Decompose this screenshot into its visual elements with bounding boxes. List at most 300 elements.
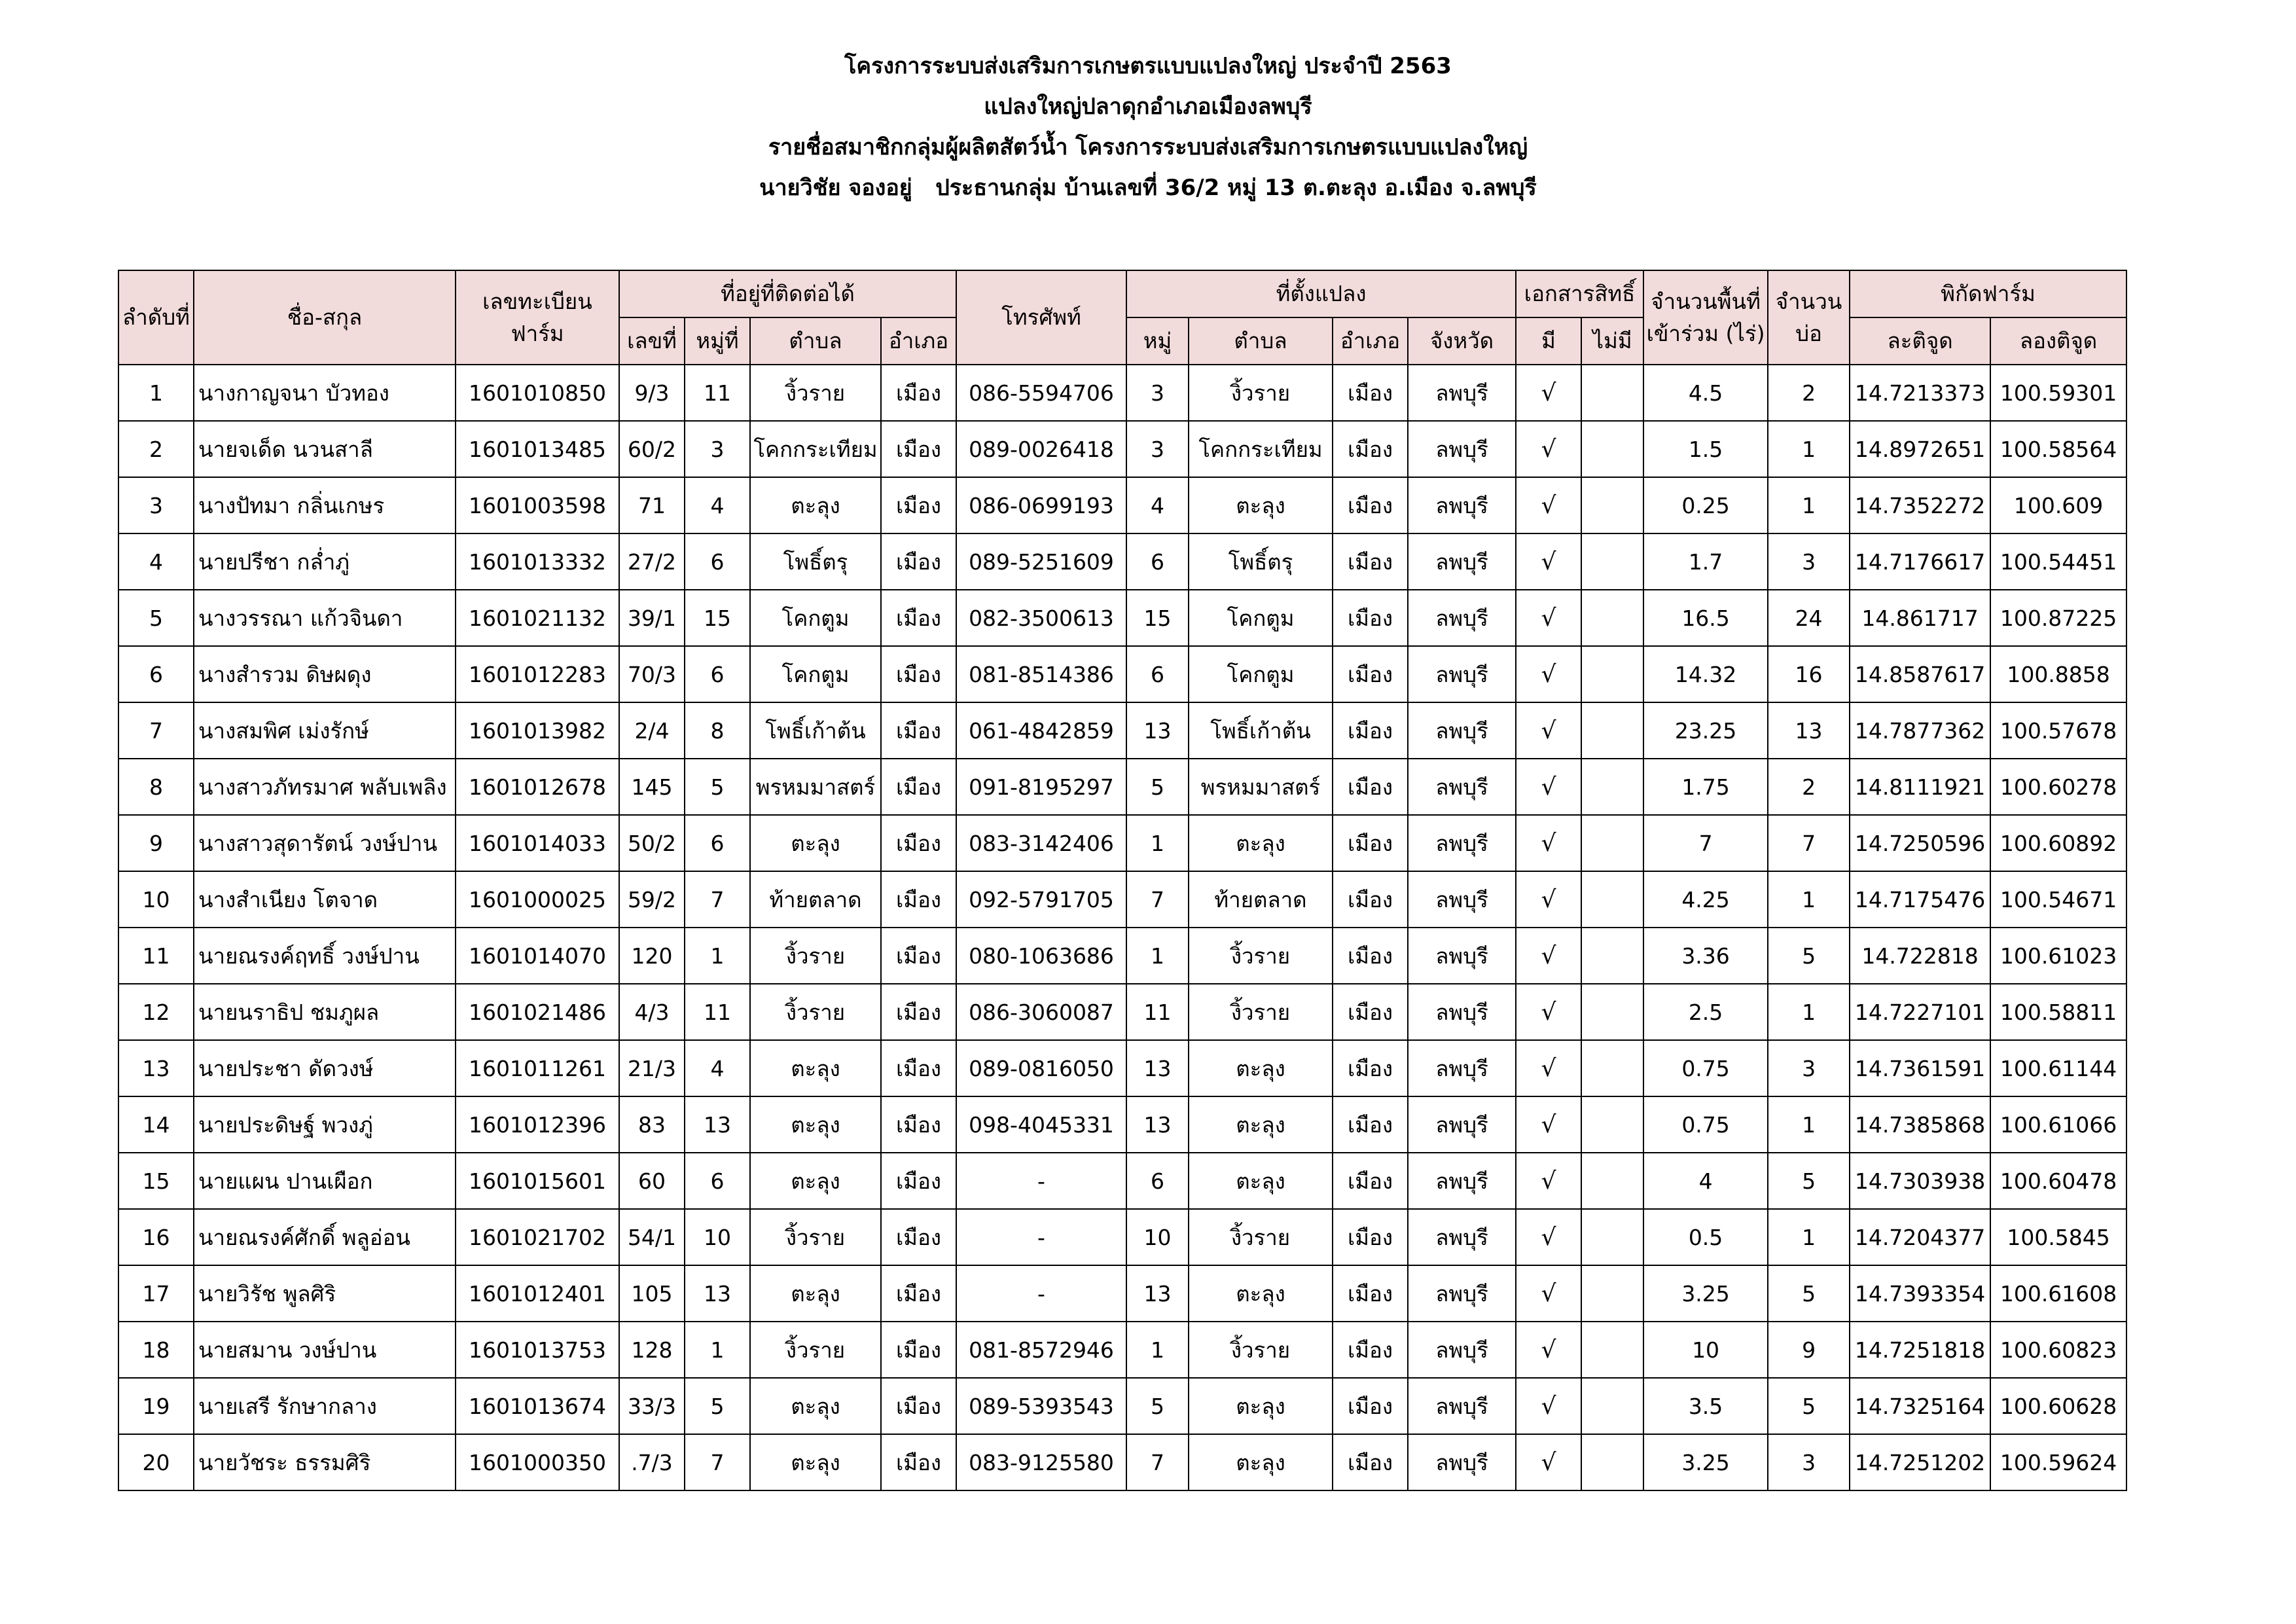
cell-area: 23.25 — [1643, 702, 1768, 759]
cell-longitude: 100.60478 — [1990, 1153, 2126, 1209]
cell-plot-province: ลพบุรี — [1408, 1434, 1516, 1490]
cell-doc-yes: √ — [1516, 1209, 1581, 1265]
cell-amphoe: เมือง — [881, 646, 956, 702]
cell-plot-moo: 3 — [1126, 365, 1189, 421]
cell-doc-yes: √ — [1516, 590, 1581, 646]
cell-farm-reg: 1601003598 — [456, 477, 619, 533]
cell-plot-amphoe: เมือง — [1333, 1434, 1408, 1490]
cell-tambon: ตะลุง — [750, 1040, 881, 1096]
cell-phone: 086-5594706 — [956, 365, 1126, 421]
cell-moo: 5 — [685, 1378, 750, 1434]
title-line-2: แปลงใหญ่ปลาดุกอำเภอเมืองลพบุรี — [984, 94, 1312, 120]
cell-farm-reg: 1601013753 — [456, 1322, 619, 1378]
cell-moo: 13 — [685, 1265, 750, 1322]
cell-no: 14 — [118, 1096, 194, 1153]
cell-longitude: 100.59301 — [1990, 365, 2126, 421]
cell-farm-reg: 1601021132 — [456, 590, 619, 646]
cell-plot-amphoe: เมือง — [1333, 365, 1408, 421]
cell-plot-moo: 15 — [1126, 590, 1189, 646]
cell-plot-tambon: ตะลุง — [1189, 477, 1333, 533]
cell-longitude: 100.87225 — [1990, 590, 2126, 646]
cell-longitude: 100.57678 — [1990, 702, 2126, 759]
cell-tambon: ตะลุง — [750, 1265, 881, 1322]
cell-tambon: ตะลุง — [750, 1096, 881, 1153]
table-row — [118, 1378, 2126, 1434]
cell-phone: - — [956, 1209, 1126, 1265]
cell-phone: - — [956, 1153, 1126, 1209]
cell-doc-yes: √ — [1516, 1378, 1581, 1434]
cell-house-no: 27/2 — [619, 533, 685, 590]
cell-phone: 098-4045331 — [956, 1096, 1126, 1153]
cell-plot-province: ลพบุรี — [1408, 928, 1516, 984]
cell-amphoe: เมือง — [881, 533, 956, 590]
cell-plot-province: ลพบุรี — [1408, 1209, 1516, 1265]
cell-doc-no — [1581, 1096, 1643, 1153]
cell-plot-moo: 5 — [1126, 1378, 1189, 1434]
document-titles — [0, 46, 2296, 208]
cell-amphoe: เมือง — [881, 871, 956, 928]
cell-doc-no — [1581, 928, 1643, 984]
cell-house-no: 145 — [619, 759, 685, 815]
cell-moo: 6 — [685, 815, 750, 871]
cell-moo: 15 — [685, 590, 750, 646]
cell-phone: 089-5393543 — [956, 1378, 1126, 1434]
cell-phone: 086-3060087 — [956, 984, 1126, 1040]
cell-phone: 080-1063686 — [956, 928, 1126, 984]
cell-longitude: 100.58564 — [1990, 421, 2126, 477]
cell-moo: 10 — [685, 1209, 750, 1265]
cell-tambon: ตะลุง — [750, 815, 881, 871]
cell-area: 0.75 — [1643, 1040, 1768, 1096]
cell-area: 1.7 — [1643, 533, 1768, 590]
header-longitude: ลองติจูด — [1990, 317, 2126, 365]
cell-phone: 089-5251609 — [956, 533, 1126, 590]
cell-plot-province: ลพบุรี — [1408, 984, 1516, 1040]
cell-plot-moo: 1 — [1126, 815, 1189, 871]
cell-tambon: โพธิ์เก้าต้น — [750, 702, 881, 759]
cell-house-no: .7/3 — [619, 1434, 685, 1490]
cell-doc-yes: √ — [1516, 1096, 1581, 1153]
cell-moo: 5 — [685, 759, 750, 815]
cell-plot-province: ลพบุรี — [1408, 646, 1516, 702]
cell-doc-no — [1581, 533, 1643, 590]
cell-no: 8 — [118, 759, 194, 815]
cell-doc-no — [1581, 421, 1643, 477]
cell-doc-yes: √ — [1516, 1040, 1581, 1096]
title-line-3: รายชื่อสมาชิกกลุ่มผู้ผลิตสัตว์น้ำ โครงการระบบส่งเสริมการเกษตรแบบแปลงใหญ่ — [768, 134, 1528, 160]
cell-ponds: 9 — [1768, 1322, 1850, 1378]
cell-plot-moo: 13 — [1126, 702, 1189, 759]
cell-latitude: 14.7251818 — [1850, 1322, 1990, 1378]
table-row — [118, 1153, 2126, 1209]
cell-plot-province: ลพบุรี — [1408, 477, 1516, 533]
table-row — [118, 533, 2126, 590]
table-row — [118, 1096, 2126, 1153]
cell-plot-moo: 4 — [1126, 477, 1189, 533]
title-line-1: โครงการระบบส่งเสริมการเกษตรแบบแปลงใหญ่ ประจำปี 2563 — [844, 53, 1452, 79]
cell-house-no: 70/3 — [619, 646, 685, 702]
cell-ponds: 16 — [1768, 646, 1850, 702]
cell-plot-moo: 6 — [1126, 646, 1189, 702]
cell-latitude: 14.722818 — [1850, 928, 1990, 984]
cell-ponds: 1 — [1768, 421, 1850, 477]
cell-plot-amphoe: เมือง — [1333, 533, 1408, 590]
cell-tambon: งิ้วราย — [750, 365, 881, 421]
cell-farm-reg: 1601012283 — [456, 646, 619, 702]
cell-plot-amphoe: เมือง — [1333, 1322, 1408, 1378]
cell-house-no: 21/3 — [619, 1040, 685, 1096]
cell-house-no: 54/1 — [619, 1209, 685, 1265]
cell-name: นายประชา ดัดวงษ์ — [194, 1040, 456, 1096]
cell-tambon: โคกตูม — [750, 590, 881, 646]
cell-ponds: 24 — [1768, 590, 1850, 646]
cell-farm-reg: 1601013332 — [456, 533, 619, 590]
cell-area: 16.5 — [1643, 590, 1768, 646]
cell-doc-no — [1581, 984, 1643, 1040]
cell-house-no: 9/3 — [619, 365, 685, 421]
cell-plot-moo: 13 — [1126, 1096, 1189, 1153]
cell-doc-yes: √ — [1516, 759, 1581, 815]
table-row — [118, 1209, 2126, 1265]
cell-house-no: 39/1 — [619, 590, 685, 646]
cell-plot-province: ลพบุรี — [1408, 533, 1516, 590]
cell-plot-moo: 6 — [1126, 1153, 1189, 1209]
cell-moo: 7 — [685, 1434, 750, 1490]
table-row — [118, 815, 2126, 871]
cell-latitude: 14.7325164 — [1850, 1378, 1990, 1434]
cell-doc-yes: √ — [1516, 1153, 1581, 1209]
cell-plot-moo: 13 — [1126, 1040, 1189, 1096]
header-plot-province: จังหวัด — [1408, 317, 1516, 365]
cell-tambon: งิ้วราย — [750, 1322, 881, 1378]
cell-longitude: 100.60892 — [1990, 815, 2126, 871]
cell-name: นายแผน ปานเผือก — [194, 1153, 456, 1209]
cell-farm-reg: 1601014033 — [456, 815, 619, 871]
cell-amphoe: เมือง — [881, 1265, 956, 1322]
header-farm-reg: เลขทะเบียนฟาร์ม — [456, 270, 619, 365]
cell-amphoe: เมือง — [881, 365, 956, 421]
cell-phone: 083-3142406 — [956, 815, 1126, 871]
cell-plot-amphoe: เมือง — [1333, 984, 1408, 1040]
cell-name: นายณรงค์ฤทธิ์ วงษ์ปาน — [194, 928, 456, 984]
cell-amphoe: เมือง — [881, 1096, 956, 1153]
cell-farm-reg: 1601012401 — [456, 1265, 619, 1322]
cell-ponds: 2 — [1768, 365, 1850, 421]
cell-ponds: 1 — [1768, 1209, 1850, 1265]
header-amphoe: อำเภอ — [881, 317, 956, 365]
cell-plot-amphoe: เมือง — [1333, 477, 1408, 533]
cell-no: 18 — [118, 1322, 194, 1378]
cell-area: 4.5 — [1643, 365, 1768, 421]
cell-ponds: 3 — [1768, 533, 1850, 590]
cell-house-no: 120 — [619, 928, 685, 984]
cell-latitude: 14.7175476 — [1850, 871, 1990, 928]
cell-phone: 081-8514386 — [956, 646, 1126, 702]
header-moo: หมู่ที่ — [685, 317, 750, 365]
cell-phone: 083-9125580 — [956, 1434, 1126, 1490]
cell-no: 2 — [118, 421, 194, 477]
cell-ponds: 5 — [1768, 1265, 1850, 1322]
table-row — [118, 1040, 2126, 1096]
cell-doc-yes: √ — [1516, 533, 1581, 590]
cell-plot-amphoe: เมือง — [1333, 1378, 1408, 1434]
cell-tambon: งิ้วราย — [750, 1209, 881, 1265]
cell-latitude: 14.8111921 — [1850, 759, 1990, 815]
cell-no: 15 — [118, 1153, 194, 1209]
table-row — [118, 365, 2126, 421]
cell-doc-no — [1581, 871, 1643, 928]
cell-name: นางกาญจนา บัวทอง — [194, 365, 456, 421]
table-row — [118, 871, 2126, 928]
cell-area: 0.25 — [1643, 477, 1768, 533]
cell-amphoe: เมือง — [881, 1153, 956, 1209]
cell-latitude: 14.861717 — [1850, 590, 1990, 646]
cell-doc-yes: √ — [1516, 702, 1581, 759]
cell-doc-yes: √ — [1516, 646, 1581, 702]
cell-doc-yes: √ — [1516, 1265, 1581, 1322]
table-row — [118, 421, 2126, 477]
table-row — [118, 1265, 2126, 1322]
cell-moo: 7 — [685, 871, 750, 928]
cell-plot-amphoe: เมือง — [1333, 928, 1408, 984]
cell-latitude: 14.8972651 — [1850, 421, 1990, 477]
table-row — [118, 1322, 2126, 1378]
cell-moo: 13 — [685, 1096, 750, 1153]
table-row — [118, 928, 2126, 984]
cell-name: นายประดิษฐ์ พวงภู่ — [194, 1096, 456, 1153]
cell-ponds: 2 — [1768, 759, 1850, 815]
cell-plot-amphoe: เมือง — [1333, 759, 1408, 815]
cell-area: 3.5 — [1643, 1378, 1768, 1434]
cell-house-no: 83 — [619, 1096, 685, 1153]
cell-ponds: 3 — [1768, 1040, 1850, 1096]
cell-phone: 086-0699193 — [956, 477, 1126, 533]
cell-house-no: 50/2 — [619, 815, 685, 871]
cell-latitude: 14.7385868 — [1850, 1096, 1990, 1153]
cell-phone: 061-4842859 — [956, 702, 1126, 759]
cell-no: 9 — [118, 815, 194, 871]
cell-longitude: 100.54671 — [1990, 871, 2126, 928]
cell-plot-moo: 1 — [1126, 1322, 1189, 1378]
cell-ponds: 5 — [1768, 1378, 1850, 1434]
cell-doc-yes: √ — [1516, 1322, 1581, 1378]
cell-doc-yes: √ — [1516, 421, 1581, 477]
cell-latitude: 14.7877362 — [1850, 702, 1990, 759]
cell-plot-amphoe: เมือง — [1333, 1153, 1408, 1209]
cell-no: 20 — [118, 1434, 194, 1490]
cell-amphoe: เมือง — [881, 1378, 956, 1434]
cell-plot-province: ลพบุรี — [1408, 1040, 1516, 1096]
header-doc-no: ไม่มี — [1581, 317, 1643, 365]
cell-plot-tambon: ตะลุง — [1189, 1153, 1333, 1209]
table-row — [118, 646, 2126, 702]
cell-farm-reg: 1601021486 — [456, 984, 619, 1040]
cell-doc-yes: √ — [1516, 477, 1581, 533]
cell-plot-amphoe: เมือง — [1333, 1209, 1408, 1265]
cell-plot-moo: 6 — [1126, 533, 1189, 590]
cell-phone: 089-0026418 — [956, 421, 1126, 477]
cell-no: 17 — [118, 1265, 194, 1322]
cell-plot-tambon: โคกกระเทียม — [1189, 421, 1333, 477]
cell-plot-amphoe: เมือง — [1333, 646, 1408, 702]
cell-doc-yes: √ — [1516, 984, 1581, 1040]
cell-farm-reg: 1601013982 — [456, 702, 619, 759]
cell-moo: 4 — [685, 477, 750, 533]
cell-tambon: พรหมมาสตร์ — [750, 759, 881, 815]
cell-farm-reg: 1601013674 — [456, 1378, 619, 1434]
cell-moo: 1 — [685, 1322, 750, 1378]
header-area: จำนวนพื้นที่เข้าร่วม (ไร่) — [1643, 270, 1768, 365]
cell-amphoe: เมือง — [881, 1322, 956, 1378]
header-doc-yes: มี — [1516, 317, 1581, 365]
cell-phone: 082-3500613 — [956, 590, 1126, 646]
cell-amphoe: เมือง — [881, 928, 956, 984]
cell-plot-amphoe: เมือง — [1333, 815, 1408, 871]
cell-longitude: 100.60823 — [1990, 1322, 2126, 1378]
cell-plot-tambon: โคกตูม — [1189, 590, 1333, 646]
cell-name: นางวรรณา แก้วจินดา — [194, 590, 456, 646]
cell-name: นางสำเนียง โตจาด — [194, 871, 456, 928]
cell-latitude: 14.7352272 — [1850, 477, 1990, 533]
cell-name: นางสาวสุดารัตน์ วงษ์ปาน — [194, 815, 456, 871]
cell-name: นายนราธิป ชมภูผล — [194, 984, 456, 1040]
cell-amphoe: เมือง — [881, 421, 956, 477]
cell-ponds: 1 — [1768, 1096, 1850, 1153]
cell-amphoe: เมือง — [881, 477, 956, 533]
cell-latitude: 14.7204377 — [1850, 1209, 1990, 1265]
cell-doc-no — [1581, 815, 1643, 871]
cell-name: นายณรงค์ศักดิ์ พลูอ่อน — [194, 1209, 456, 1265]
cell-name: นายจเด็ด นวนสาลี — [194, 421, 456, 477]
cell-plot-amphoe: เมือง — [1333, 1265, 1408, 1322]
cell-longitude: 100.60278 — [1990, 759, 2126, 815]
cell-name: นายวัชระ ธรรมศิริ — [194, 1434, 456, 1490]
cell-phone: 089-0816050 — [956, 1040, 1126, 1096]
cell-plot-tambon: งิ้วราย — [1189, 365, 1333, 421]
cell-latitude: 14.7213373 — [1850, 365, 1990, 421]
cell-name: นางปัทมา กลิ่นเกษร — [194, 477, 456, 533]
cell-house-no: 2/4 — [619, 702, 685, 759]
cell-plot-province: ลพบุรี — [1408, 759, 1516, 815]
cell-plot-province: ลพบุรี — [1408, 1265, 1516, 1322]
cell-longitude: 100.61066 — [1990, 1096, 2126, 1153]
cell-area: 7 — [1643, 815, 1768, 871]
cell-doc-yes: √ — [1516, 1434, 1581, 1490]
cell-latitude: 14.7250596 — [1850, 815, 1990, 871]
cell-area: 2.5 — [1643, 984, 1768, 1040]
cell-farm-reg: 1601010850 — [456, 365, 619, 421]
cell-no: 12 — [118, 984, 194, 1040]
cell-moo: 11 — [685, 365, 750, 421]
cell-tambon: ท้ายตลาด — [750, 871, 881, 928]
cell-longitude: 100.58811 — [1990, 984, 2126, 1040]
cell-doc-no — [1581, 477, 1643, 533]
cell-ponds: 13 — [1768, 702, 1850, 759]
cell-house-no: 105 — [619, 1265, 685, 1322]
cell-plot-tambon: งิ้วราย — [1189, 1322, 1333, 1378]
cell-no: 10 — [118, 871, 194, 928]
cell-plot-province: ลพบุรี — [1408, 1153, 1516, 1209]
cell-latitude: 14.7227101 — [1850, 984, 1990, 1040]
header-name: ชื่อ-สกุล — [194, 270, 456, 365]
cell-house-no: 60 — [619, 1153, 685, 1209]
cell-plot-amphoe: เมือง — [1333, 421, 1408, 477]
cell-plot-tambon: งิ้วราย — [1189, 984, 1333, 1040]
cell-house-no: 128 — [619, 1322, 685, 1378]
cell-area: 3.25 — [1643, 1265, 1768, 1322]
header-farm-coords: พิกัดฟาร์ม — [1850, 270, 2126, 317]
cell-farm-reg: 1601012678 — [456, 759, 619, 815]
cell-area: 10 — [1643, 1322, 1768, 1378]
cell-no: 5 — [118, 590, 194, 646]
cell-name: นายสมาน วงษ์ปาน — [194, 1322, 456, 1378]
cell-area: 3.36 — [1643, 928, 1768, 984]
cell-plot-tambon: ตะลุง — [1189, 1040, 1333, 1096]
cell-doc-no — [1581, 759, 1643, 815]
cell-moo: 6 — [685, 1153, 750, 1209]
cell-amphoe: เมือง — [881, 759, 956, 815]
cell-doc-no — [1581, 1434, 1643, 1490]
header-ponds: จำนวนบ่อ — [1768, 270, 1850, 365]
member-table-body — [118, 365, 2126, 1490]
cell-amphoe: เมือง — [881, 815, 956, 871]
cell-phone: 091-8195297 — [956, 759, 1126, 815]
cell-ponds: 1 — [1768, 871, 1850, 928]
cell-plot-province: ลพบุรี — [1408, 1322, 1516, 1378]
header-row-1 — [118, 270, 2126, 317]
cell-plot-moo: 7 — [1126, 871, 1189, 928]
cell-no: 16 — [118, 1209, 194, 1265]
cell-doc-no — [1581, 590, 1643, 646]
table-row — [118, 1434, 2126, 1490]
header-latitude: ละติจูด — [1850, 317, 1990, 365]
cell-plot-tambon: ตะลุง — [1189, 1378, 1333, 1434]
header-house-no: เลขที่ — [619, 317, 685, 365]
table-row — [118, 590, 2126, 646]
header-title-document: เอกสารสิทธิ์ — [1516, 270, 1643, 317]
cell-name: นายวิรัช พูลศิริ — [194, 1265, 456, 1322]
cell-plot-moo: 11 — [1126, 984, 1189, 1040]
cell-doc-no — [1581, 1209, 1643, 1265]
cell-plot-tambon: โพธิ์ตรุ — [1189, 533, 1333, 590]
cell-latitude: 14.7176617 — [1850, 533, 1990, 590]
cell-moo: 6 — [685, 646, 750, 702]
cell-plot-moo: 1 — [1126, 928, 1189, 984]
cell-farm-reg: 1601013485 — [456, 421, 619, 477]
cell-plot-amphoe: เมือง — [1333, 1096, 1408, 1153]
cell-no: 4 — [118, 533, 194, 590]
cell-plot-moo: 7 — [1126, 1434, 1189, 1490]
cell-ponds: 7 — [1768, 815, 1850, 871]
header-no: ลำดับที่ — [118, 270, 194, 365]
cell-amphoe: เมือง — [881, 1434, 956, 1490]
cell-plot-amphoe: เมือง — [1333, 871, 1408, 928]
cell-no: 6 — [118, 646, 194, 702]
cell-longitude: 100.61023 — [1990, 928, 2126, 984]
cell-no: 11 — [118, 928, 194, 984]
cell-tambon: งิ้วราย — [750, 984, 881, 1040]
cell-plot-moo: 3 — [1126, 421, 1189, 477]
cell-doc-yes: √ — [1516, 871, 1581, 928]
cell-plot-tambon: โพธิ์เก้าต้น — [1189, 702, 1333, 759]
cell-area: 3.25 — [1643, 1434, 1768, 1490]
cell-name: นายเสรี รักษากลาง — [194, 1378, 456, 1434]
cell-moo: 8 — [685, 702, 750, 759]
cell-latitude: 14.7251202 — [1850, 1434, 1990, 1490]
cell-plot-province: ลพบุรี — [1408, 590, 1516, 646]
cell-amphoe: เมือง — [881, 702, 956, 759]
cell-moo: 4 — [685, 1040, 750, 1096]
